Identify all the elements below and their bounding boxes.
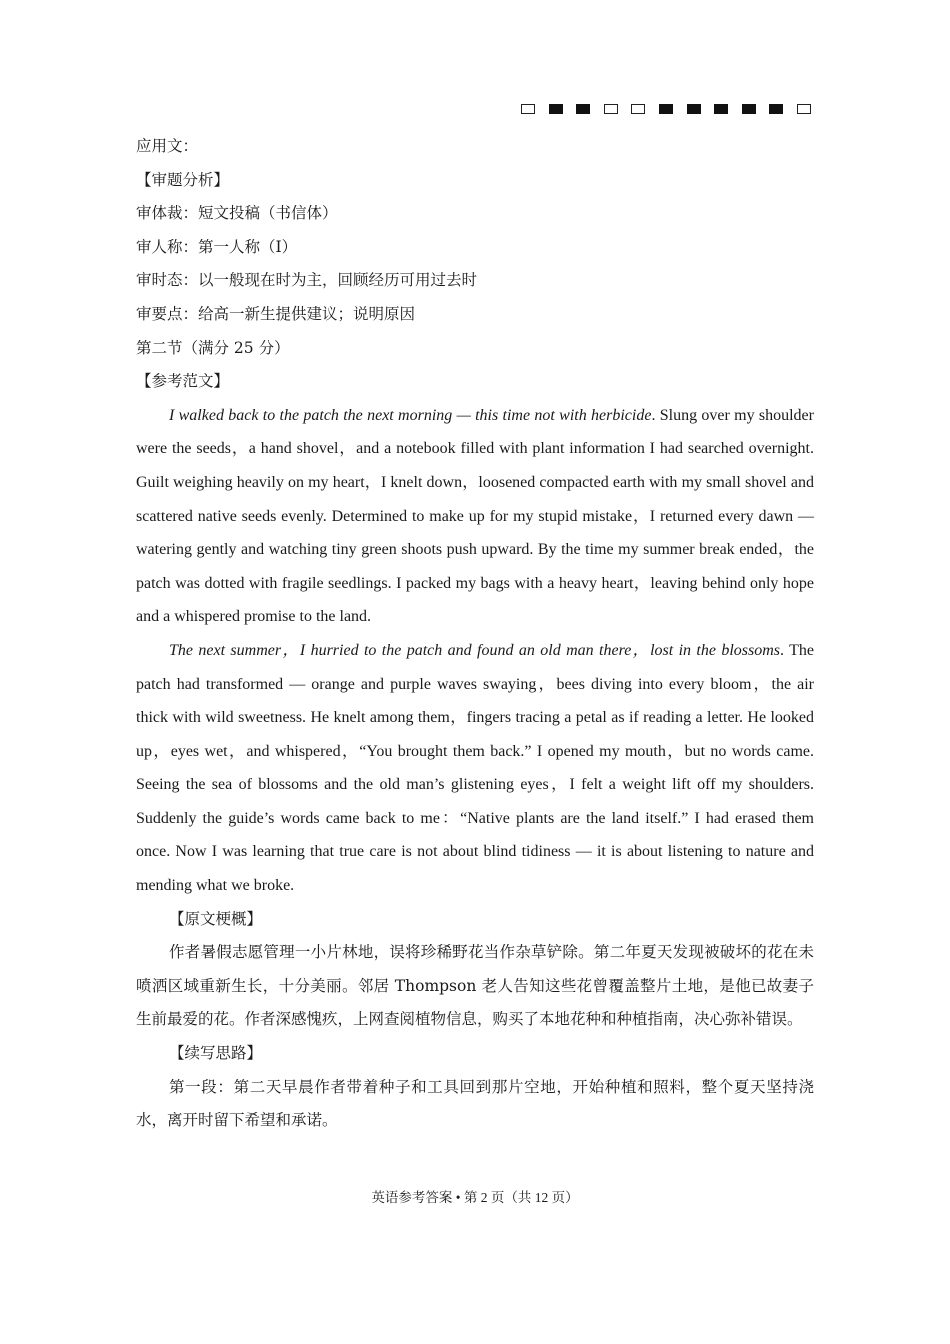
exam-code-marks	[521, 104, 825, 114]
genre-line: 审体裁：短文投稿（书信体）	[136, 204, 338, 223]
sample-paragraph-1	[136, 399, 814, 634]
code-mark-11	[797, 104, 811, 114]
tense-line: 审时态：以一般现在时为主，回顾经历可用过去时	[136, 271, 478, 290]
code-mark-1	[521, 104, 535, 114]
answer-content	[136, 130, 814, 1138]
sample-paragraph-2	[136, 634, 814, 903]
heading-sample-essay: 【参考范文】	[136, 372, 230, 391]
code-mark-6	[659, 104, 673, 114]
paragraph-2-lead: The next summer，I hurried to the patch and found an old man there，lost in the blossoms	[169, 641, 781, 659]
code-mark-8	[714, 104, 728, 114]
heading-topic-analysis: 【审题分析】	[136, 170, 230, 189]
code-mark-2	[549, 104, 563, 114]
heading-writing-ideas: 【续写思路】	[169, 1044, 263, 1063]
heading-summary: 【原文梗概】	[169, 909, 263, 928]
summary-text: 作者暑假志愿管理一小片林地，误将珍稀野花当作杂草铲除。第二年夏天发现被破坏的花在未喷洒区域重新生长，十分美丽。邻居 Thompson 老人告知这些花曾覆盖整片土地，是他已故妻子生前最爱的花。作者深感愧疚，上网查阅植物信息，购买了本地花种和种植指南，决心弥补错误。	[136, 943, 814, 1029]
code-mark-4	[604, 104, 618, 114]
page-footer: 英语参考答案 • 第 2 页（共 12 页）	[371, 1190, 579, 1205]
code-mark-9	[742, 104, 756, 114]
paragraph-1-lead: I walked back to the patch the next morning — this time not with herbicide	[169, 406, 652, 424]
code-mark-3	[576, 104, 590, 114]
key-points-line: 审要点：给高一新生提供建议；说明原因	[136, 304, 416, 323]
section-label-applied-writing: 应用文：	[136, 137, 199, 155]
code-mark-10	[769, 104, 783, 114]
section-two-heading: 第二节（满分 25 分）	[136, 338, 290, 357]
writing-ideas-text: 第一段：第二天早晨作者带着种子和工具回到那片空地，开始种植和照料，整个夏天坚持浇水，离开时留下希望和承诺。	[136, 1077, 814, 1130]
person-line: 审人称：第一人称（Ⅰ）	[136, 237, 298, 256]
code-mark-7	[687, 104, 701, 114]
paragraph-2-body: . The patch had transformed — orange and purple waves swaying，bees diving into every bloom，the air thick with wild sweetness. He knelt among them，fingers tracing a petal as if reading a letter. He looked up，eyes wet，and whispered，“You brought them back.” I opened my mouth，but no words came. Seeing the sea of blossoms and the old man’s glistening eyes，I felt a weight lift off my shoulders. Suddenly the guide’s words came back to me：“Native plants are the land itself.” I had erased them once. Now I was learning that true care is not about blind tidiness — it is about listening to nature and mending what we broke.	[136, 641, 815, 895]
paragraph-1-body: . Slung over my shoulder were the seeds，a hand shovel，and a notebook filled with plant information I had searched overnight. Guilt weighing heavily on my heart，I knelt down，loosened compacted earth with my small shovel and scattered native seeds evenly. Determined to make up for my stupid mistake，I returned every dawn — watering gently and watching tiny green shoots push upward. By the time my summer break ended，the patch was dotted with fragile seedlings. I packed my bags with a heavy heart，leaving behind only hope and a whispered promise to the land.	[136, 406, 814, 626]
code-mark-5	[631, 104, 645, 114]
